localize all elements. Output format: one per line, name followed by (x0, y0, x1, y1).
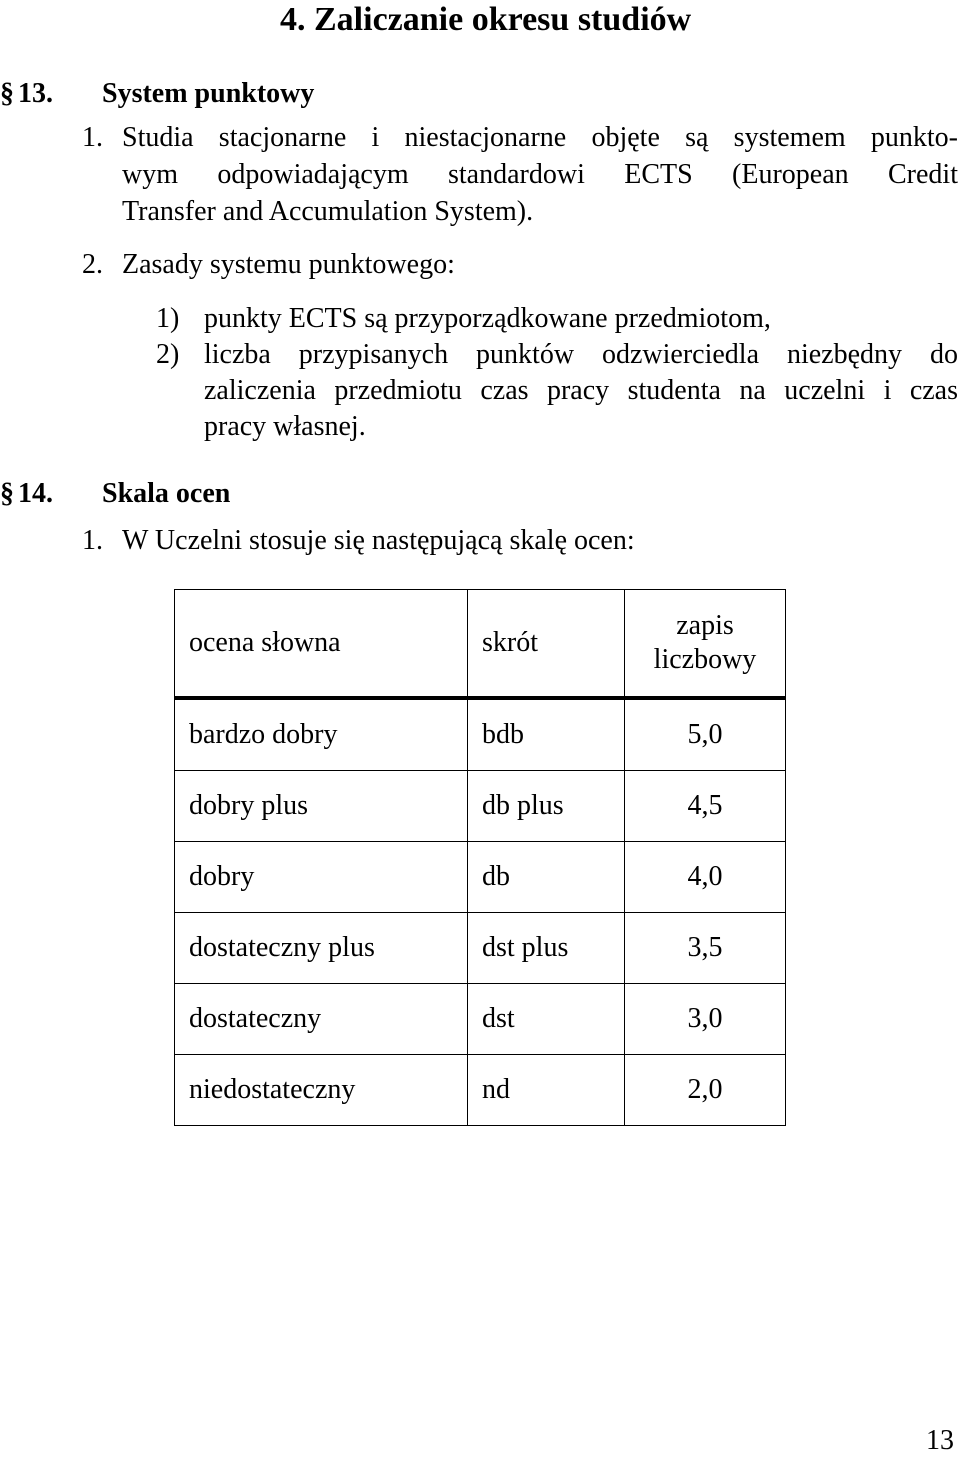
section-title: Skala ocen (102, 478, 231, 509)
section-title: System punktowy (102, 78, 315, 109)
item-text-line: Studia stacjonarne i niestacjonarne objęte są systemem punkto- (122, 122, 958, 153)
cell-verbal-grade: dobry (175, 842, 468, 913)
cell-numeric-grade: 2,0 (625, 1055, 786, 1126)
section-number: 14. (18, 478, 53, 509)
cell-numeric-grade: 3,5 (625, 913, 786, 984)
cell-verbal-grade: bardzo dobry (175, 698, 468, 771)
cell-verbal-grade: dostateczny plus (175, 913, 468, 984)
cell-numeric-grade: 4,5 (625, 771, 786, 842)
cell-abbreviation: nd (468, 1055, 625, 1126)
item-text-line: wym odpowiadającym standardowi ECTS (European Credit (122, 159, 958, 190)
item-text: W Uczelni stosuje się następującą skalę ocen: (122, 525, 635, 556)
table-row (175, 698, 786, 771)
page-number: 13 (926, 1425, 954, 1456)
table-row (175, 1055, 786, 1126)
table-row (175, 913, 786, 984)
cell-numeric-grade: 3,0 (625, 984, 786, 1055)
cell-verbal-grade: dobry plus (175, 771, 468, 842)
sub-item-number: 2) (156, 339, 180, 370)
item-number: 1. (82, 122, 103, 153)
cell-numeric-grade: 4,0 (625, 842, 786, 913)
table-header-row (175, 590, 786, 699)
cell-abbreviation: db plus (468, 771, 625, 842)
cell-verbal-grade: dostateczny (175, 984, 468, 1055)
sub-item-text: punkty ECTS są przyporządkowane przedmiotom, (204, 303, 771, 334)
sub-item-text-line: pracy własnej. (204, 411, 366, 442)
item-text-line: Transfer and Accumulation System). (122, 196, 534, 227)
table-row (175, 771, 786, 842)
column-header-abbreviation: skrót (468, 590, 625, 699)
item-text: Zasady systemu punktowego: (122, 249, 455, 280)
grade-scale-table (174, 589, 786, 1126)
cell-numeric-grade: 5,0 (625, 698, 786, 771)
chapter-title: 4. Zaliczanie okresu studiów (280, 1, 692, 38)
column-header-numeric-grade: zapis liczbowy (625, 590, 786, 699)
sub-item-text-line: liczba przypisanych punktów odzwierciedla niezbędny do (204, 339, 958, 370)
item-number: 1. (82, 525, 103, 556)
paragraph-symbol: § (0, 78, 14, 109)
section-heading-14 (0, 477, 231, 511)
table-row (175, 842, 786, 913)
section-number: 13. (18, 78, 53, 109)
cell-abbreviation: db (468, 842, 625, 913)
cell-verbal-grade: niedostateczny (175, 1055, 468, 1126)
item-number: 2. (82, 249, 103, 280)
cell-abbreviation: dst (468, 984, 625, 1055)
cell-abbreviation: bdb (468, 698, 625, 771)
paragraph-symbol: § (0, 478, 14, 509)
section-heading-13 (0, 77, 315, 111)
table-row (175, 984, 786, 1055)
sub-item-number: 1) (156, 303, 180, 334)
cell-abbreviation: dst plus (468, 913, 625, 984)
sub-item-text-line: zaliczenia przedmiotu czas pracy studenta na uczelni i czas (204, 375, 958, 406)
column-header-verbal-grade: ocena słowna (175, 590, 468, 699)
